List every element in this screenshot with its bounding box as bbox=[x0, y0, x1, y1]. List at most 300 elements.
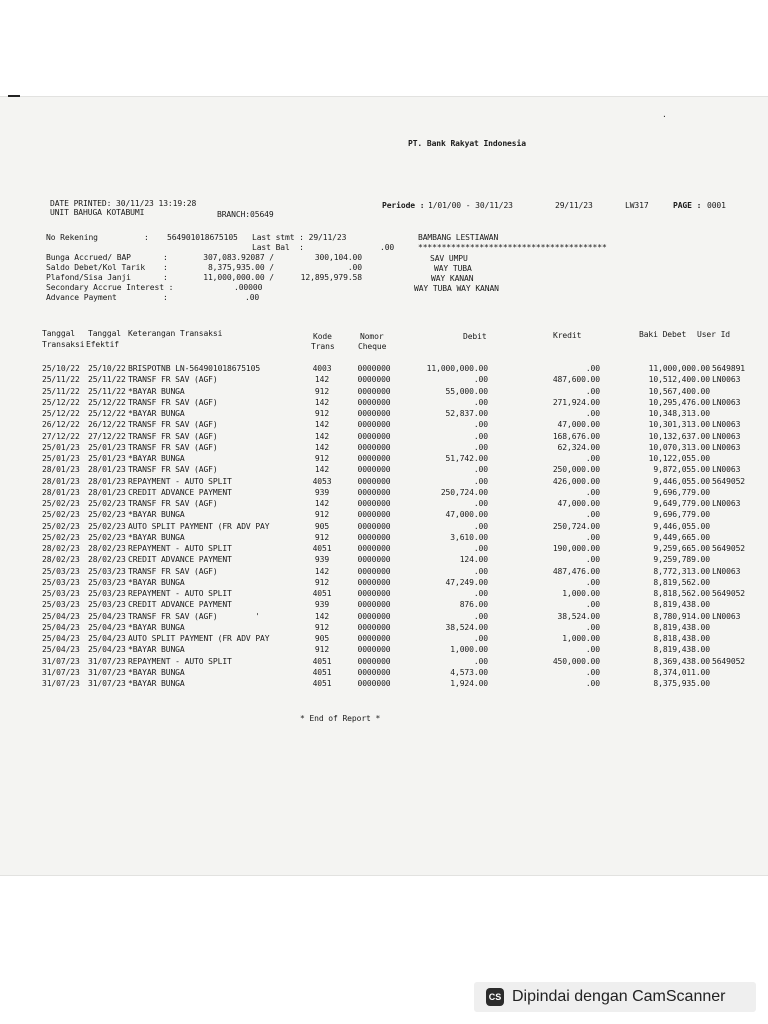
cell-tgl-transaksi: 25/11/22 bbox=[42, 375, 80, 385]
cell-tgl-transaksi: 25/02/23 bbox=[42, 499, 80, 508]
no-rekening-value: 564901018675105 bbox=[167, 233, 238, 242]
saldo-label: Saldo Debet/Kol Tarik bbox=[46, 263, 146, 272]
cell-nomor-cheque: 0000000 bbox=[357, 476, 391, 486]
cell-nomor-cheque: 0000000 bbox=[357, 600, 391, 610]
cell-kredit: .00 bbox=[585, 622, 600, 632]
cell-user-id: 5649052 bbox=[712, 476, 746, 486]
cell-tgl-transaksi: 25/04/23 bbox=[42, 622, 80, 632]
cell-baki-debet: 8,375,935.00 bbox=[653, 679, 710, 688]
cell-kredit: .00 bbox=[585, 510, 600, 520]
cell-tgl-transaksi: 28/01/23 bbox=[42, 487, 80, 497]
cell-nomor-cheque: 0000000 bbox=[357, 420, 391, 430]
cell-user-id: 5649052 bbox=[712, 544, 746, 553]
cell-baki-debet: 10,070,313.00 bbox=[648, 442, 710, 452]
page-number: 0001 bbox=[707, 201, 726, 210]
cell-user-id: LN0063 bbox=[712, 499, 741, 508]
cell-kode-trans: 4053 bbox=[312, 476, 332, 486]
cell-tgl-efektif: 25/10/22 bbox=[88, 364, 126, 373]
watermark-text: Dipindai dengan CamScanner bbox=[512, 988, 726, 1005]
cell-tgl-efektif: 25/11/22 bbox=[88, 375, 126, 385]
cell-kode-trans: 142 bbox=[314, 397, 330, 407]
cell-kode-trans: 142 bbox=[314, 431, 330, 441]
cell-tgl-efektif: 25/04/23 bbox=[88, 622, 126, 632]
cell-keterangan: TRANSF FR SAV (AGF) bbox=[128, 397, 218, 407]
plafond-value-2: 12,895,979.58 bbox=[300, 273, 362, 282]
cell-kredit: .00 bbox=[585, 667, 600, 677]
cell-tgl-efektif: 25/04/23 bbox=[88, 645, 126, 655]
bank-name: PT. Bank Rakyat Indonesia bbox=[408, 139, 526, 148]
cell-tgl-transaksi: 25/02/23 bbox=[42, 521, 80, 531]
cell-kredit: 47,000.00 bbox=[557, 499, 600, 508]
col-debit: Debit bbox=[463, 332, 487, 341]
cell-kode-trans: 142 bbox=[314, 566, 330, 576]
cell-debit: .00 bbox=[473, 521, 488, 531]
cell-keterangan: *BAYAR BUNGA bbox=[128, 679, 185, 688]
cell-baki-debet: 10,301,313.00 bbox=[648, 420, 710, 430]
cell-kode-trans: 142 bbox=[314, 375, 330, 385]
cell-tgl-efektif: 26/12/22 bbox=[88, 420, 126, 430]
cell-kode-trans: 905 bbox=[314, 634, 330, 643]
cell-tgl-efektif: 31/07/23 bbox=[88, 679, 126, 688]
end-of-report: * End of Report * bbox=[300, 714, 381, 723]
cell-baki-debet: 9,696,779.00 bbox=[653, 487, 710, 497]
bunga-value: 307,083.92087 / bbox=[203, 253, 274, 262]
cell-debit: 124.00 bbox=[459, 555, 488, 565]
col-tgl-efektif-2: Efektif bbox=[86, 340, 120, 349]
cell-kode-trans: 4051 bbox=[312, 589, 332, 598]
cell-tgl-transaksi: 25/10/22 bbox=[42, 364, 80, 373]
scan-margin-top bbox=[0, 0, 768, 96]
cell-user-id: LN0063 bbox=[712, 397, 741, 407]
cell-tgl-efektif: 31/07/23 bbox=[88, 667, 126, 677]
cell-baki-debet: 10,122,055.00 bbox=[648, 454, 710, 463]
cell-baki-debet: 9,446,055.00 bbox=[653, 521, 710, 531]
cell-keterangan: TRANSF FR SAV (AGF) bbox=[128, 465, 218, 475]
report-date: 29/11/23 bbox=[555, 201, 593, 210]
cell-tgl-transaksi: 28/02/23 bbox=[42, 544, 80, 553]
cell-baki-debet: 8,780,914.00 bbox=[653, 611, 710, 621]
colon: : bbox=[163, 293, 168, 302]
cell-kredit: .00 bbox=[585, 555, 600, 565]
cell-tgl-efektif: 25/03/23 bbox=[88, 577, 126, 587]
cell-keterangan: *BAYAR BUNGA bbox=[128, 510, 185, 520]
cell-nomor-cheque: 0000000 bbox=[357, 386, 391, 396]
cell-keterangan: AUTO SPLIT PAYMENT (FR ADV PAY bbox=[128, 634, 270, 643]
cell-debit: 51,742.00 bbox=[445, 454, 488, 463]
cell-baki-debet: 8,772,313.00 bbox=[653, 566, 710, 576]
cell-debit: .00 bbox=[473, 431, 488, 441]
cell-tgl-transaksi: 25/03/23 bbox=[42, 566, 80, 576]
cell-nomor-cheque: 0000000 bbox=[357, 679, 391, 688]
cell-baki-debet: 8,369,438.00 bbox=[653, 656, 710, 666]
cell-debit: 1,000.00 bbox=[450, 645, 488, 655]
plafond-value: 11,000,000.00 / bbox=[203, 273, 274, 282]
cell-tgl-transaksi: 26/12/22 bbox=[42, 420, 80, 430]
cell-baki-debet: 8,819,562.00 bbox=[653, 577, 710, 587]
colon: : bbox=[163, 273, 168, 282]
cell-tgl-efektif: 25/04/23 bbox=[88, 611, 126, 621]
cell-kode-trans: 142 bbox=[314, 611, 330, 621]
cell-kredit: .00 bbox=[585, 532, 600, 542]
cell-tgl-efektif: 25/02/23 bbox=[88, 510, 126, 520]
cell-kredit: .00 bbox=[585, 364, 600, 373]
cell-debit: .00 bbox=[473, 589, 488, 598]
cell-kode-trans: 4051 bbox=[312, 667, 332, 677]
cell-user-id: 5649891 bbox=[712, 364, 746, 373]
cell-debit: .00 bbox=[473, 611, 488, 621]
cell-tgl-efektif: 28/01/23 bbox=[88, 487, 126, 497]
cell-tgl-transaksi: 31/07/23 bbox=[42, 679, 80, 688]
cell-keterangan: TRANSF FR SAV (AGF) bbox=[128, 420, 218, 430]
cell-nomor-cheque: 0000000 bbox=[357, 532, 391, 542]
cell-nomor-cheque: 0000000 bbox=[357, 611, 391, 621]
cell-nomor-cheque: 0000000 bbox=[357, 510, 391, 520]
customer-name: BAMBANG LESTIAWAN bbox=[418, 233, 499, 242]
cell-keterangan: TRANSF FR SAV (AGF) bbox=[128, 431, 218, 441]
cell-kredit: .00 bbox=[585, 386, 600, 396]
cell-kredit: .00 bbox=[585, 487, 600, 497]
cell-tgl-transaksi: 25/01/23 bbox=[42, 454, 80, 463]
cell-debit: 47,249.00 bbox=[445, 577, 488, 587]
cell-kode-trans: 912 bbox=[314, 409, 330, 418]
cell-baki-debet: 9,446,055.00 bbox=[653, 476, 710, 486]
cell-kredit: 190,000.00 bbox=[552, 544, 600, 553]
cell-nomor-cheque: 0000000 bbox=[357, 499, 391, 508]
cell-baki-debet: 8,819,438.00 bbox=[653, 600, 710, 610]
col-tgl-transaksi-2: Transaksi bbox=[42, 340, 85, 349]
cell-baki-debet: 8,818,438.00 bbox=[653, 634, 710, 643]
periode-value: 1/01/00 - 30/11/23 bbox=[428, 201, 513, 210]
cell-keterangan: *BAYAR BUNGA bbox=[128, 667, 185, 677]
cell-tgl-efektif: 25/01/23 bbox=[88, 454, 126, 463]
col-kode-1: Kode bbox=[313, 332, 332, 341]
cell-tgl-efektif: 25/04/23 bbox=[88, 634, 126, 643]
cell-kode-trans: 912 bbox=[314, 645, 330, 655]
cell-kredit: .00 bbox=[585, 600, 600, 610]
cell-tgl-transaksi: 31/07/23 bbox=[42, 667, 80, 677]
col-nomor-2: Cheque bbox=[358, 342, 387, 351]
cell-tgl-efektif: 25/12/22 bbox=[88, 397, 126, 407]
cell-debit: .00 bbox=[473, 465, 488, 475]
cell-nomor-cheque: 0000000 bbox=[357, 622, 391, 632]
cell-kode-trans: 912 bbox=[314, 622, 330, 632]
cell-nomor-cheque: 0000000 bbox=[357, 442, 391, 452]
address-line-3: WAY KANAN bbox=[431, 274, 474, 283]
cell-tgl-transaksi: 27/12/22 bbox=[42, 431, 80, 441]
cell-keterangan: REPAYMENT - AUTO SPLIT bbox=[128, 589, 232, 598]
cell-tgl-transaksi: 25/11/22 bbox=[42, 386, 80, 396]
no-rekening-label: No Rekening bbox=[46, 233, 98, 242]
cell-baki-debet: 8,819,438.00 bbox=[653, 645, 710, 655]
cell-keterangan: *BAYAR BUNGA bbox=[128, 532, 185, 542]
cell-tgl-efektif: 28/01/23 bbox=[88, 465, 126, 475]
col-user-id: User Id bbox=[697, 330, 731, 339]
cell-tgl-transaksi: 31/07/23 bbox=[42, 656, 80, 666]
cell-kredit: 168,676.00 bbox=[552, 431, 600, 441]
cell-user-id: LN0063 bbox=[712, 566, 741, 576]
cell-tgl-transaksi: 25/02/23 bbox=[42, 510, 80, 520]
cell-nomor-cheque: 0000000 bbox=[357, 589, 391, 598]
cell-kode-trans: 912 bbox=[314, 577, 330, 587]
cell-keterangan: CREDIT ADVANCE PAYMENT bbox=[128, 600, 232, 610]
cell-tgl-efektif: 28/02/23 bbox=[88, 555, 126, 565]
cell-baki-debet: 9,449,665.00 bbox=[653, 532, 710, 542]
cell-tgl-efektif: 25/03/23 bbox=[88, 589, 126, 598]
cell-kredit: .00 bbox=[585, 645, 600, 655]
report-code: LW317 bbox=[625, 201, 649, 210]
cell-baki-debet: 10,348,313.00 bbox=[648, 409, 710, 418]
cell-baki-debet: 10,295,476.00 bbox=[648, 397, 710, 407]
cell-keterangan: TRANSF FR SAV (AGF) bbox=[128, 499, 218, 508]
cell-tgl-transaksi: 25/01/23 bbox=[42, 442, 80, 452]
cell-user-id: LN0063 bbox=[712, 375, 741, 385]
cell-keterangan: TRANSF FR SAV (AGF) bbox=[128, 611, 218, 621]
cell-baki-debet: 10,567,400.00 bbox=[648, 386, 710, 396]
address-line-1: SAV UMPU bbox=[430, 254, 468, 263]
cell-baki-debet: 10,132,637.00 bbox=[648, 431, 710, 441]
cell-kredit: 450,000.00 bbox=[552, 656, 600, 666]
cell-debit: 55,000.00 bbox=[445, 386, 488, 396]
cell-nomor-cheque: 0000000 bbox=[357, 375, 391, 385]
cell-keterangan: CREDIT ADVANCE PAYMENT bbox=[128, 487, 232, 497]
cell-kredit: .00 bbox=[585, 409, 600, 418]
saldo-value-2: .00 bbox=[347, 263, 362, 272]
cell-tgl-transaksi: 25/12/22 bbox=[42, 409, 80, 418]
cell-keterangan: *BAYAR BUNGA bbox=[128, 645, 185, 655]
cell-keterangan: TRANSF FR SAV (AGF) bbox=[128, 442, 218, 452]
cell-keterangan: *BAYAR BUNGA bbox=[128, 577, 185, 587]
cell-debit: 4,573.00 bbox=[450, 667, 488, 677]
cell-kode-trans: 939 bbox=[314, 600, 330, 610]
cell-tgl-transaksi: 28/02/23 bbox=[42, 555, 80, 565]
cell-keterangan: *BAYAR BUNGA bbox=[128, 386, 185, 396]
cell-kredit: .00 bbox=[585, 577, 600, 587]
cell-baki-debet: 9,259,789.00 bbox=[653, 555, 710, 565]
cell-debit: 3,610.00 bbox=[450, 532, 488, 542]
cell-kode-trans: 912 bbox=[314, 532, 330, 542]
cell-baki-debet: 9,259,665.00 bbox=[653, 544, 710, 553]
cell-nomor-cheque: 0000000 bbox=[357, 521, 391, 531]
cell-nomor-cheque: 0000000 bbox=[357, 555, 391, 565]
secondary-accrue-label: Secondary Accrue Interest : bbox=[46, 283, 174, 292]
cell-kredit: 1,000.00 bbox=[562, 634, 600, 643]
cell-kode-trans: 912 bbox=[314, 454, 330, 463]
date-printed: DATE PRINTED: 30/11/23 13:19:28 bbox=[50, 199, 197, 208]
cell-user-id: LN0063 bbox=[712, 465, 741, 475]
cell-tgl-transaksi: 28/01/23 bbox=[42, 465, 80, 475]
cell-kode-trans: 142 bbox=[314, 442, 330, 452]
cell-kredit: 38,524.00 bbox=[557, 611, 600, 621]
cell-nomor-cheque: 0000000 bbox=[357, 487, 391, 497]
cell-nomor-cheque: 0000000 bbox=[357, 454, 391, 463]
cell-debit: .00 bbox=[473, 544, 488, 553]
cell-nomor-cheque: 0000000 bbox=[357, 397, 391, 407]
saldo-value: 8,375,935.00 / bbox=[207, 263, 274, 272]
cell-baki-debet: 9,649,779.00 bbox=[653, 499, 710, 508]
scan-speck: . bbox=[662, 110, 667, 119]
col-kredit: Kredit bbox=[553, 331, 582, 340]
cell-debit: 47,000.00 bbox=[445, 510, 488, 520]
cell-tgl-efektif: 25/02/23 bbox=[88, 532, 126, 542]
cell-debit: .00 bbox=[473, 375, 488, 385]
cell-debit: .00 bbox=[473, 499, 488, 508]
cell-kode-trans: 939 bbox=[314, 487, 330, 497]
cell-kredit: .00 bbox=[585, 454, 600, 463]
cell-keterangan: *BAYAR BUNGA bbox=[128, 622, 185, 632]
cell-user-id: LN0063 bbox=[712, 431, 741, 441]
col-kode-2: Trans bbox=[311, 342, 335, 351]
cell-kode-trans: 142 bbox=[314, 465, 330, 475]
cell-keterangan: REPAYMENT - AUTO SPLIT bbox=[128, 544, 232, 553]
last-stmt: Last stmt : 29/11/23 bbox=[252, 233, 347, 242]
col-tgl-efektif-1: Tanggal bbox=[88, 329, 122, 338]
cell-kode-trans: 912 bbox=[314, 510, 330, 520]
cell-kredit: 271,924.00 bbox=[552, 397, 600, 407]
secondary-accrue-value: .00000 bbox=[234, 283, 263, 292]
cell-kode-trans: 4003 bbox=[312, 364, 332, 373]
colon: : bbox=[163, 263, 168, 272]
cell-user-id: 5649052 bbox=[712, 656, 746, 666]
cell-kode-trans: 4051 bbox=[312, 544, 332, 553]
cell-kode-trans: 939 bbox=[314, 555, 330, 565]
colon: : bbox=[144, 233, 149, 242]
cell-user-id: LN0063 bbox=[712, 420, 741, 430]
cell-kredit: 62,324.00 bbox=[557, 442, 600, 452]
cell-kredit: 487,600.00 bbox=[552, 375, 600, 385]
cell-debit: 52,837.00 bbox=[445, 409, 488, 418]
cell-user-id: 5649052 bbox=[712, 589, 746, 598]
cell-tgl-transaksi: 25/04/23 bbox=[42, 611, 80, 621]
cell-debit: 250,724.00 bbox=[440, 487, 488, 497]
cell-tgl-efektif: 25/12/22 bbox=[88, 409, 126, 418]
last-bal-label: Last Bal : bbox=[252, 243, 304, 252]
cell-kode-trans: 905 bbox=[314, 521, 330, 531]
page-label: PAGE : bbox=[673, 201, 702, 210]
cell-tgl-efektif: 28/02/23 bbox=[88, 544, 126, 553]
col-keterangan: Keterangan Transaksi bbox=[128, 329, 223, 338]
cell-keterangan: REPAYMENT - AUTO SPLIT bbox=[128, 656, 232, 666]
cell-tgl-efektif: 27/12/22 bbox=[88, 431, 126, 441]
advance-payment-label: Advance Payment bbox=[46, 293, 117, 302]
cell-kredit: 250,724.00 bbox=[552, 521, 600, 531]
bunga-value-2: 300,104.00 bbox=[314, 253, 362, 262]
unit-name: UNIT BAHUGA KOTABUMI bbox=[50, 208, 145, 217]
cell-nomor-cheque: 0000000 bbox=[357, 667, 391, 677]
cell-debit: 1,924.00 bbox=[450, 679, 488, 688]
colon: : bbox=[163, 253, 168, 262]
cell-nomor-cheque: 0000000 bbox=[357, 566, 391, 576]
cell-keterangan: *BAYAR BUNGA bbox=[128, 454, 185, 463]
cell-tgl-efektif: 31/07/23 bbox=[88, 656, 126, 666]
cell-nomor-cheque: 0000000 bbox=[357, 431, 391, 441]
cell-user-id: LN0063 bbox=[712, 611, 741, 621]
cell-kredit: 487,476.00 bbox=[552, 566, 600, 576]
cell-baki-debet: 9,872,055.00 bbox=[653, 465, 710, 475]
cell-debit: 11,000,000.00 bbox=[426, 364, 488, 373]
cell-tgl-transaksi: 25/04/23 bbox=[42, 634, 80, 643]
cell-debit: .00 bbox=[473, 476, 488, 486]
cell-kode-trans: 4051 bbox=[312, 679, 332, 688]
cell-tgl-transaksi: 28/01/23 bbox=[42, 476, 80, 486]
cell-tgl-efektif: 25/03/23 bbox=[88, 600, 126, 610]
cell-nomor-cheque: 0000000 bbox=[357, 409, 391, 418]
col-nomor-1: Nomor bbox=[360, 332, 384, 341]
cell-baki-debet: 11,000,000.00 bbox=[648, 364, 710, 373]
cell-kredit: 426,000.00 bbox=[552, 476, 600, 486]
advance-payment-value: .00 bbox=[245, 293, 260, 302]
cell-tgl-transaksi: 25/02/23 bbox=[42, 532, 80, 542]
statement-page bbox=[0, 96, 768, 876]
cell-baki-debet: 8,374,011.00 bbox=[653, 667, 710, 677]
cell-tgl-transaksi: 25/03/23 bbox=[42, 589, 80, 598]
cell-keterangan: BRISPOTNB LN-564901018675105 bbox=[128, 364, 261, 373]
cell-nomor-cheque: 0000000 bbox=[357, 544, 391, 553]
cell-debit: 38,524.00 bbox=[445, 622, 488, 632]
cell-nomor-cheque: 0000000 bbox=[357, 656, 391, 666]
cell-debit: .00 bbox=[473, 397, 488, 407]
cell-nomor-cheque: 0000000 bbox=[357, 364, 391, 373]
camscanner-watermark bbox=[474, 982, 756, 1012]
cell-kode-trans: 4051 bbox=[312, 656, 332, 666]
cell-kredit: 1,000.00 bbox=[562, 589, 600, 598]
cell-baki-debet: 10,512,400.00 bbox=[648, 375, 710, 385]
address-line-4: WAY TUBA WAY KANAN bbox=[414, 284, 499, 293]
cell-debit: 876.00 bbox=[459, 600, 488, 610]
cell-debit: .00 bbox=[473, 442, 488, 452]
cell-nomor-cheque: 0000000 bbox=[357, 645, 391, 655]
col-baki-debet: Baki Debet bbox=[639, 330, 687, 339]
cell-tgl-efektif: 25/03/23 bbox=[88, 566, 126, 576]
cell-tgl-efektif: 25/02/23 bbox=[88, 499, 126, 508]
periode-label: Periode : bbox=[382, 201, 425, 210]
cell-debit: .00 bbox=[473, 420, 488, 430]
cell-kredit: .00 bbox=[585, 679, 600, 688]
branch-code: BRANCH:05649 bbox=[217, 210, 274, 219]
cell-tgl-efektif: 25/02/23 bbox=[88, 521, 126, 531]
address-line-2: WAY TUBA bbox=[434, 264, 472, 273]
cell-keterangan: TRANSF FR SAV (AGF) bbox=[128, 566, 218, 576]
cell-debit: .00 bbox=[473, 566, 488, 576]
cell-baki-debet: 8,819,438.00 bbox=[653, 622, 710, 632]
cell-keterangan: TRANSF FR SAV (AGF) bbox=[128, 375, 218, 385]
cell-keterangan: *BAYAR BUNGA bbox=[128, 409, 185, 418]
bunga-label: Bunga Accrued/ BAP bbox=[46, 253, 131, 262]
cell-nomor-cheque: 0000000 bbox=[357, 465, 391, 475]
cell-tgl-efektif: 25/01/23 bbox=[88, 442, 126, 452]
cell-keterangan: CREDIT ADVANCE PAYMENT bbox=[128, 555, 232, 565]
cell-baki-debet: 8,818,562.00 bbox=[653, 589, 710, 598]
cell-user-id: LN0063 bbox=[712, 442, 741, 452]
cell-debit: .00 bbox=[473, 656, 488, 666]
cell-kredit: 250,000.00 bbox=[552, 465, 600, 475]
cell-kode-trans: 142 bbox=[314, 499, 330, 508]
cell-tgl-transaksi: 25/03/23 bbox=[42, 600, 80, 610]
header-separator: **************************************** bbox=[418, 243, 607, 252]
cell-nomor-cheque: 0000000 bbox=[357, 634, 391, 643]
camscanner-logo-icon: CS bbox=[486, 988, 504, 1006]
cell-debit: .00 bbox=[473, 634, 488, 643]
cell-kredit: 47,000.00 bbox=[557, 420, 600, 430]
cell-kode-trans: 912 bbox=[314, 386, 330, 396]
plafond-label: Plafond/Sisa Janji bbox=[46, 273, 131, 282]
cell-tgl-transaksi: 25/04/23 bbox=[42, 645, 80, 655]
cell-baki-debet: 9,696,779.00 bbox=[653, 510, 710, 520]
cell-tgl-efektif: 25/11/22 bbox=[88, 386, 126, 396]
cell-nomor-cheque: 0000000 bbox=[357, 577, 391, 587]
last-bal-value: .00 bbox=[380, 243, 395, 252]
cell-keterangan: REPAYMENT - AUTO SPLIT bbox=[128, 476, 232, 486]
cell-kode-trans: 142 bbox=[314, 420, 330, 430]
